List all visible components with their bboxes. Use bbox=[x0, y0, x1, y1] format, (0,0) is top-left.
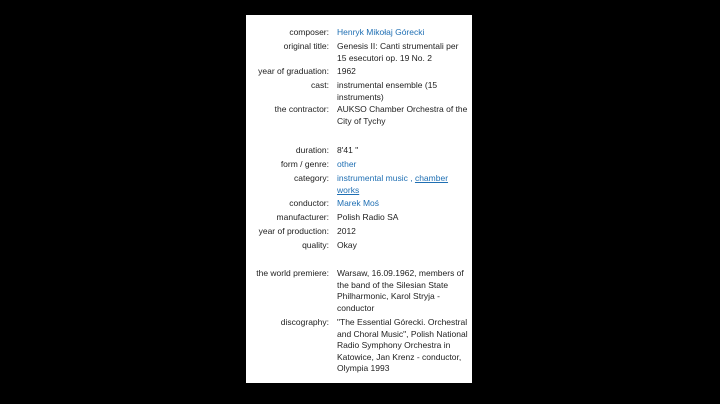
year-production-value: 2012 bbox=[337, 226, 356, 236]
discography-value: "The Essential Górecki. Orchestral and Choral Music", Polish National Radio Symphony Orchestra in Katowice, Jan Krenz - conductor, Olympia 1993 bbox=[337, 317, 468, 373]
title-value: Genesis II: Canti strumentali per 15 esecutori op. 19 No. 2 bbox=[337, 41, 459, 63]
title-label: original title: bbox=[283, 41, 329, 51]
discography-label: discography: bbox=[280, 317, 329, 327]
category-values bbox=[337, 173, 469, 196]
form-label: form / genre: bbox=[280, 159, 329, 169]
premiere-label: the world premiere: bbox=[256, 268, 329, 278]
category-label: category: bbox=[294, 173, 329, 183]
manufacturer-value: Polish Radio SA bbox=[337, 212, 399, 222]
year-graduation-value: 1962 bbox=[337, 66, 356, 76]
duration-label: duration: bbox=[295, 145, 329, 155]
category-link-chamber[interactable]: chamber works bbox=[337, 173, 449, 195]
metadata-card bbox=[246, 15, 472, 383]
conductor-link[interactable]: Marek Moś bbox=[337, 198, 380, 208]
premiere-value: Warsaw, 16.09.1962, members of the band of the Silesian State Philharmonic, Karol Stryja - conductor bbox=[337, 268, 464, 313]
category-link-instrumental[interactable]: instrumental music bbox=[337, 173, 408, 183]
year-graduation-label: year of graduation: bbox=[258, 66, 329, 76]
cast-label: cast: bbox=[311, 80, 329, 90]
conductor-label: conductor: bbox=[289, 198, 329, 208]
composer-label: composer: bbox=[289, 27, 329, 37]
contractor-value: AUKSO Chamber Orchestra of the City of Tychy bbox=[337, 104, 468, 126]
quality-value: Okay bbox=[337, 240, 357, 250]
duration-value: 8'41 '' bbox=[337, 145, 359, 155]
cast-value: instrumental ensemble (15 instruments) bbox=[337, 80, 438, 102]
composer-link[interactable]: Henryk Mikołaj Górecki bbox=[337, 27, 425, 37]
form-link[interactable]: other bbox=[337, 159, 357, 169]
quality-label: quality: bbox=[302, 240, 329, 250]
contractor-label: the contractor: bbox=[274, 104, 329, 114]
year-production-label: year of production: bbox=[258, 226, 329, 236]
manufacturer-label: manufacturer: bbox=[276, 212, 329, 222]
category-separator: , bbox=[407, 173, 415, 183]
